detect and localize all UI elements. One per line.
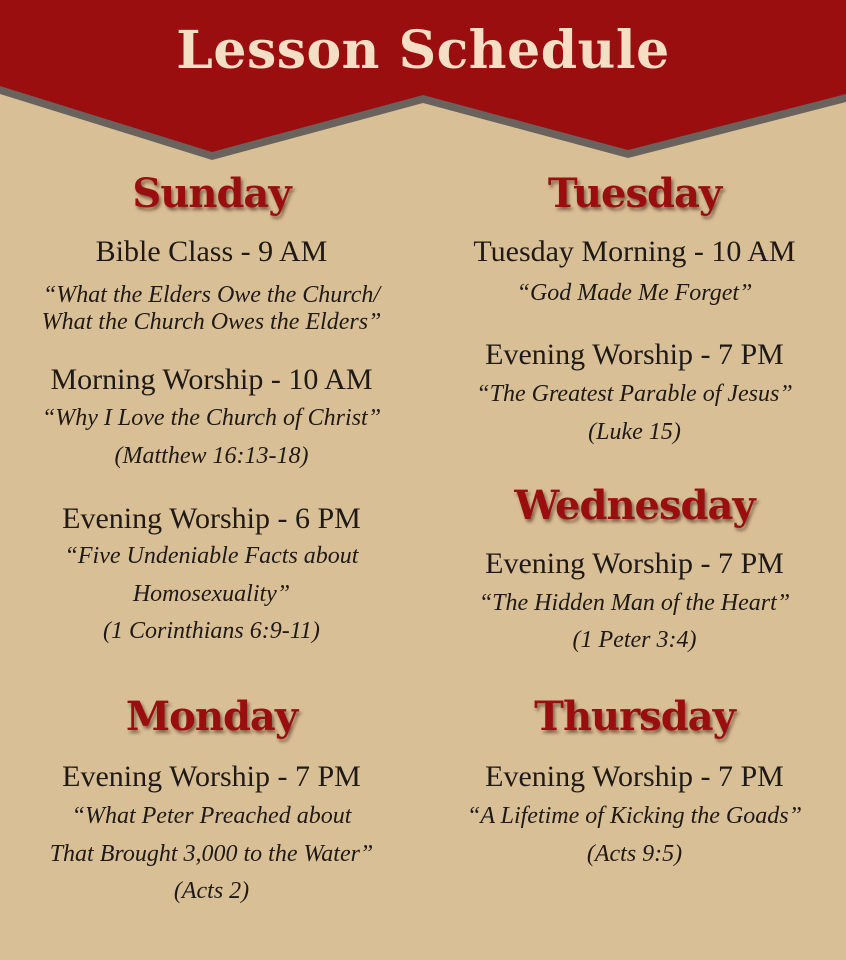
tuesday-service-1-line-1: “God Made Me Forget” [516,280,753,306]
sunday-service-2-line-1: “Why I Love the Church of Christ” [41,405,382,431]
tuesday-service-2-line-1: “The Greatest Parable of Jesus” [476,381,793,407]
page-title: Lesson Schedule [176,20,670,81]
sunday-service-3-time: Evening Worship - 6 PM [62,502,361,535]
sunday-service-2-time: Morning Worship - 10 AM [50,363,373,396]
sunday-service-3-line-3: (1 Corinthians 6:9-11) [103,618,320,644]
day-heading-tuesday: Tuesday [547,170,722,217]
monday-service-1-line-1: “What Peter Preached about [71,803,352,829]
sunday-service-2-line-2: (Matthew 16:13-18) [114,443,309,469]
thursday-service-1-line-1: “A Lifetime of Kicking the Goads” [467,803,802,829]
sunday-service-1-line-2: What the Church Owes the Elders” [41,309,382,335]
day-heading-monday: Monday [125,693,298,740]
day-heading-sunday: Sunday [132,170,291,217]
wednesday-service-1-time: Evening Worship - 7 PM [485,547,784,580]
sunday-service-1-line-1: “What the Elders Owe the Church/ [42,282,381,308]
sunday-service-3-line-1: “Five Undeniable Facts about [64,543,359,569]
thursday-service-1-time: Evening Worship - 7 PM [485,760,784,793]
monday-service-1-line-3: (Acts 2) [173,878,250,904]
day-heading-wednesday: Wednesday [514,482,755,529]
monday-service-1-time: Evening Worship - 7 PM [62,760,361,793]
sunday-service-1-time: Bible Class - 9 AM [95,235,328,268]
wednesday-service-1-line-1: “The Hidden Man of the Heart” [478,590,791,616]
tuesday-service-2-time: Evening Worship - 7 PM [485,338,784,371]
tuesday-service-1-time: Tuesday Morning - 10 AM [473,235,796,268]
sunday-service-3-line-2: Homosexuality” [132,581,291,607]
tuesday-service-2-line-2: (Luke 15) [588,419,681,445]
wednesday-service-1-line-2: (1 Peter 3:4) [572,627,697,653]
monday-service-1-line-2: That Brought 3,000 to the Water” [49,841,374,867]
thursday-service-1-line-2: (Acts 9:5) [586,841,683,867]
day-heading-thursday: Thursday [534,693,735,740]
